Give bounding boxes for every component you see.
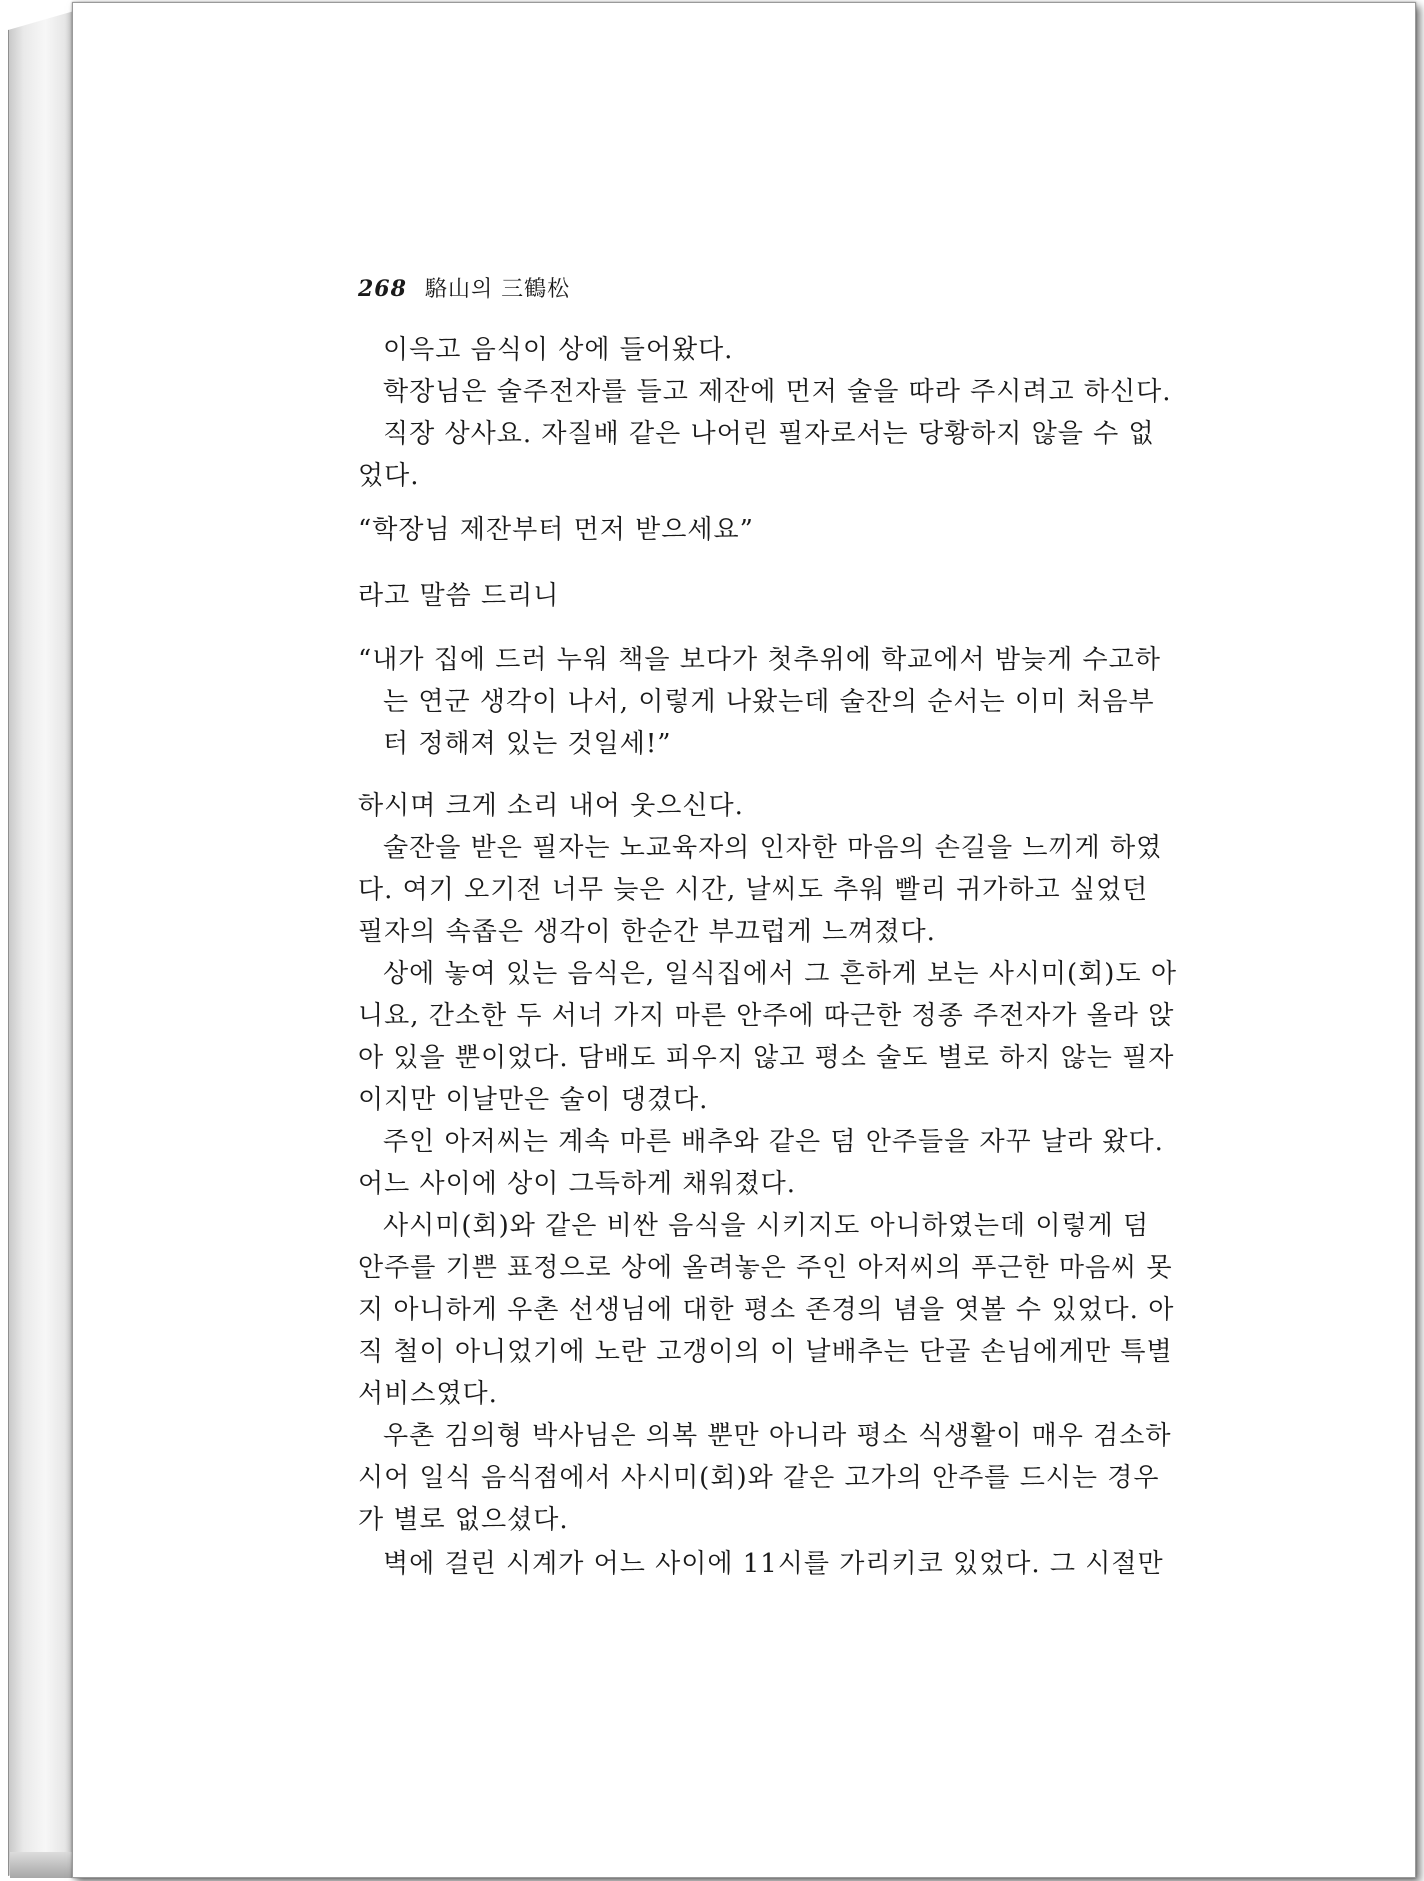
text-line: 니요, 간소한 두 서너 가지 마른 안주에 따근한 정종 주전자가 올라 앉 bbox=[358, 1001, 1175, 1031]
text-line: 하시며 크게 소리 내어 웃으신다. bbox=[358, 791, 744, 821]
book-spine-edge bbox=[10, 1852, 76, 1878]
text-line: 가 별로 없으셨다. bbox=[358, 1505, 569, 1535]
text-line: 사시미(회)와 같은 비싼 음식을 시키지도 아니하였는데 이렇게 덤 bbox=[383, 1211, 1150, 1241]
text-line: 이지만 이날만은 술이 댕겼다. bbox=[358, 1085, 709, 1115]
text-line: 상에 놓여 있는 음식은, 일식집에서 그 흔하게 보는 사시미(회)도 아 bbox=[383, 959, 1177, 989]
text-line: 는 연군 생각이 나서, 이렇게 나왔는데 술잔의 순서는 이미 처음부 bbox=[383, 687, 1155, 717]
text-line: 터 정해져 있는 것일세!” bbox=[383, 729, 672, 759]
text-line: 주인 아저씨는 계속 마른 배추와 같은 덤 안주들을 자꾸 날라 왔다. bbox=[383, 1127, 1164, 1157]
text-line: 술잔을 받은 필자는 노교육자의 인자한 마음의 손길을 느끼게 하였 bbox=[383, 833, 1163, 863]
text-line: 학장님은 술주전자를 들고 제잔에 먼저 술을 따라 주시려고 하신다. bbox=[383, 377, 1172, 407]
text-line: 지 아니하게 우촌 선생님에 대한 평소 존경의 념을 엿볼 수 있었다. 아 bbox=[358, 1295, 1175, 1325]
text-line: 어느 사이에 상이 그득하게 채워졌다. bbox=[358, 1169, 797, 1199]
text-line: 직 철이 아니었기에 노란 고갱이의 이 날배추는 단골 손님에게만 특별 bbox=[358, 1337, 1173, 1367]
running-title: 駱山의 三鶴松 bbox=[424, 277, 571, 302]
text-line: 우촌 김의형 박사님은 의복 뿐만 아니라 평소 식생활이 매우 검소하 bbox=[383, 1421, 1172, 1451]
text-line: 시어 일식 음식점에서 사시미(회)와 같은 고가의 안주를 드시는 경우 bbox=[358, 1463, 1160, 1493]
text-line: 필자의 속좁은 생각이 한순간 부끄럽게 느껴졌다. bbox=[358, 917, 936, 947]
text-line: 서비스였다. bbox=[358, 1379, 498, 1409]
text-line: 벽에 걸린 시계가 어느 사이에 11시를 가리키코 있었다. 그 시절만 bbox=[383, 1549, 1164, 1579]
text-line: 아 있을 뿐이었다. 담배도 피우지 않고 평소 술도 별로 하지 않는 필자 bbox=[358, 1043, 1175, 1073]
page-number: 268 bbox=[358, 276, 407, 302]
text-line: 라고 말씀 드리니 bbox=[358, 581, 560, 611]
text-line: 다. 여기 오기전 너무 늦은 시간, 날씨도 추워 빨리 귀가하고 싶었던 bbox=[358, 875, 1149, 905]
running-header bbox=[358, 272, 570, 303]
text-line: 직장 상사요. 자질배 같은 나어린 필자로서는 당황하지 않을 수 없 bbox=[383, 419, 1155, 449]
text-line: 안주를 기쁜 표정으로 상에 올려놓은 주인 아저씨의 푸근한 마음씨 못 bbox=[358, 1253, 1173, 1283]
text-line: “내가 집에 드러 누워 책을 보다가 첫추위에 학교에서 밤늦게 수고하 bbox=[358, 645, 1161, 675]
book-spine bbox=[8, 11, 75, 1876]
text-line: “학장님 제잔부터 먼저 받으세요” bbox=[358, 515, 754, 545]
text-line: 이윽고 음식이 상에 들어왔다. bbox=[383, 335, 734, 365]
text-line: 었다. bbox=[358, 461, 420, 491]
